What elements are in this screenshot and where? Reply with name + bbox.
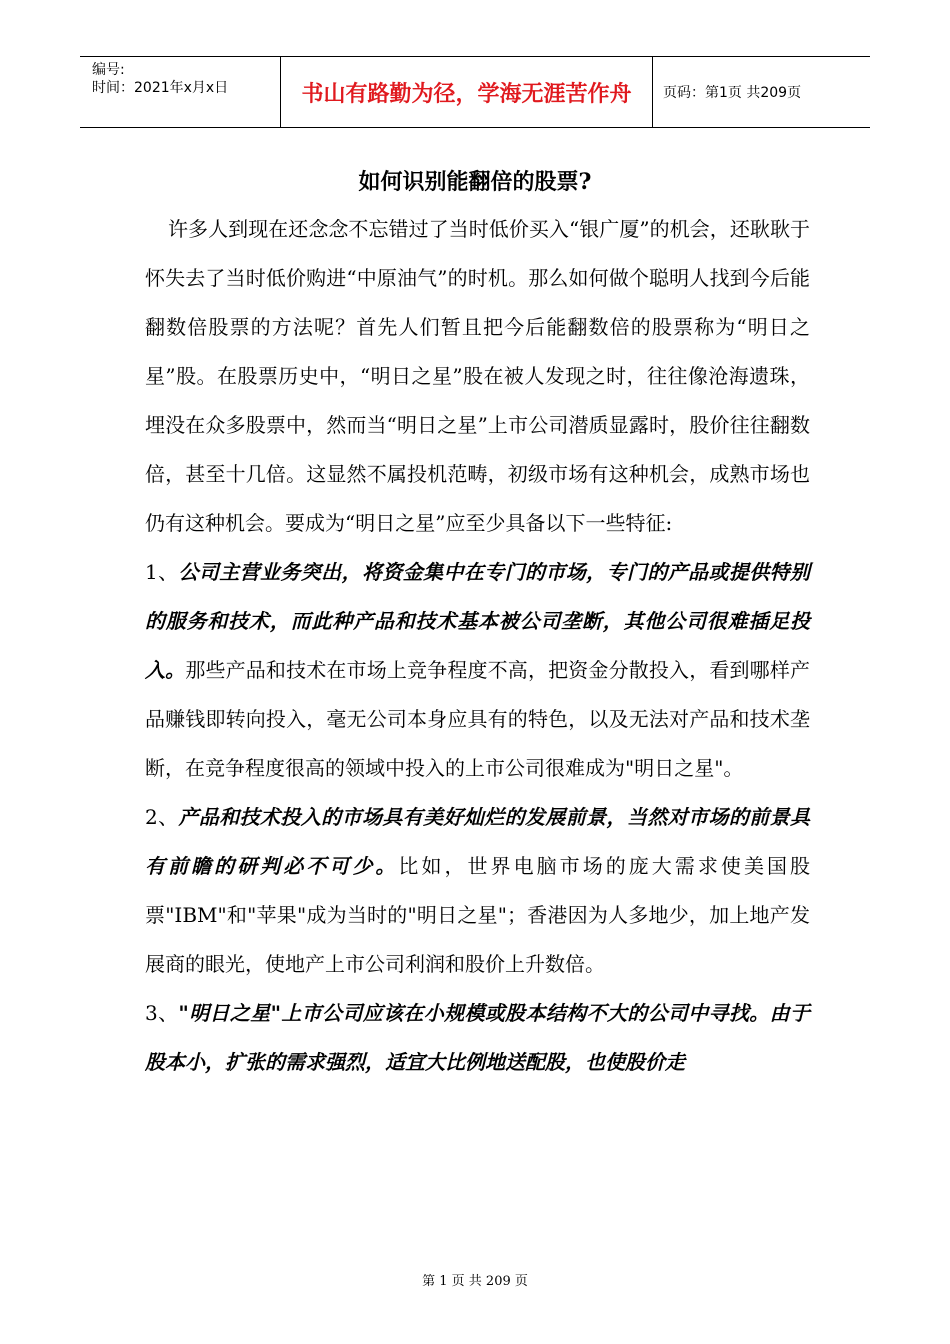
document-body: [145, 205, 810, 1087]
header-motto: 书山有路勤为径，学海无涯苦作舟: [280, 57, 653, 127]
point-emphasis: 公司主营业务突出，将资金集中在专门的市场，专门的产品或提供特别的服务和技术，而此种产品和技术基本被公司垄断，其他公司很难插足投入。: [145, 560, 810, 682]
header-page-code: 页码：第1页 共209页: [663, 85, 802, 101]
point-3: [145, 989, 810, 1087]
header-meta: [80, 57, 280, 127]
point-number: 1、: [145, 560, 179, 584]
point-1: [145, 548, 810, 793]
point-number: 3、: [145, 1001, 179, 1025]
point-text: 比如，世界电脑市场的庞大需求使美国股票"IBM"和"苹果"成为当时的"明日之星"；香港因为人多地少，加上地产发展商的眼光，使地产上市公司利润和股价上升数倍。: [145, 854, 811, 976]
point-number: 2、: [145, 805, 179, 829]
time-label: 时间：2021年x月x日: [92, 80, 229, 96]
point-text: 那些产品和技术在市场上竞争程度不高，把资金分散投入，看到哪样产品赚钱即转向投入，毫无公司本身应具有的特色，以及无法对产品和技术垄断，在竞争程度很高的领域中投入的上市公司很难成为"明日之星"。: [145, 658, 810, 780]
document-title: 如何识别能翻倍的股票?: [358, 169, 592, 195]
page-header: [80, 56, 870, 128]
intro-paragraph: 许多人到现在还念念不忘错过了当时低价买入“银广厦”的机会，还耿耿于怀失去了当时低价购进“中原油气”的时机。那么如何做个聪明人找到今后能翻数倍股票的方法呢？首先人们暂且把今后能翻数倍的股票称为“明日之星”股。在股票历史中，“明日之星”股在被人发现之时，往往像沧海遗珠，埋没在众多股票中，然而当“明日之星”上市公司潜质显露时，股价往往翻数倍，甚至十几倍。这显然不属投机范畴，初级市场有这种机会，成熟市场也仍有这种机会。要成为“明日之星”应至少具备以下一些特征:: [145, 217, 810, 535]
point-emphasis: "明日之星"上市公司应该在小规模或股本结构不大的公司中寻找。由于股本小，扩张的需求强烈，适宜大比例地送配股，也使股价走: [145, 1001, 810, 1074]
page-footer: 第 1 页 共 209 页: [422, 1274, 528, 1289]
point-2: [145, 793, 810, 989]
number-label: 编号:: [92, 62, 125, 78]
point-emphasis: 产品和技术投入的市场具有美好灿烂的发展前景，当然对市场的前景具有前瞻的研判必不可少。: [145, 805, 810, 878]
